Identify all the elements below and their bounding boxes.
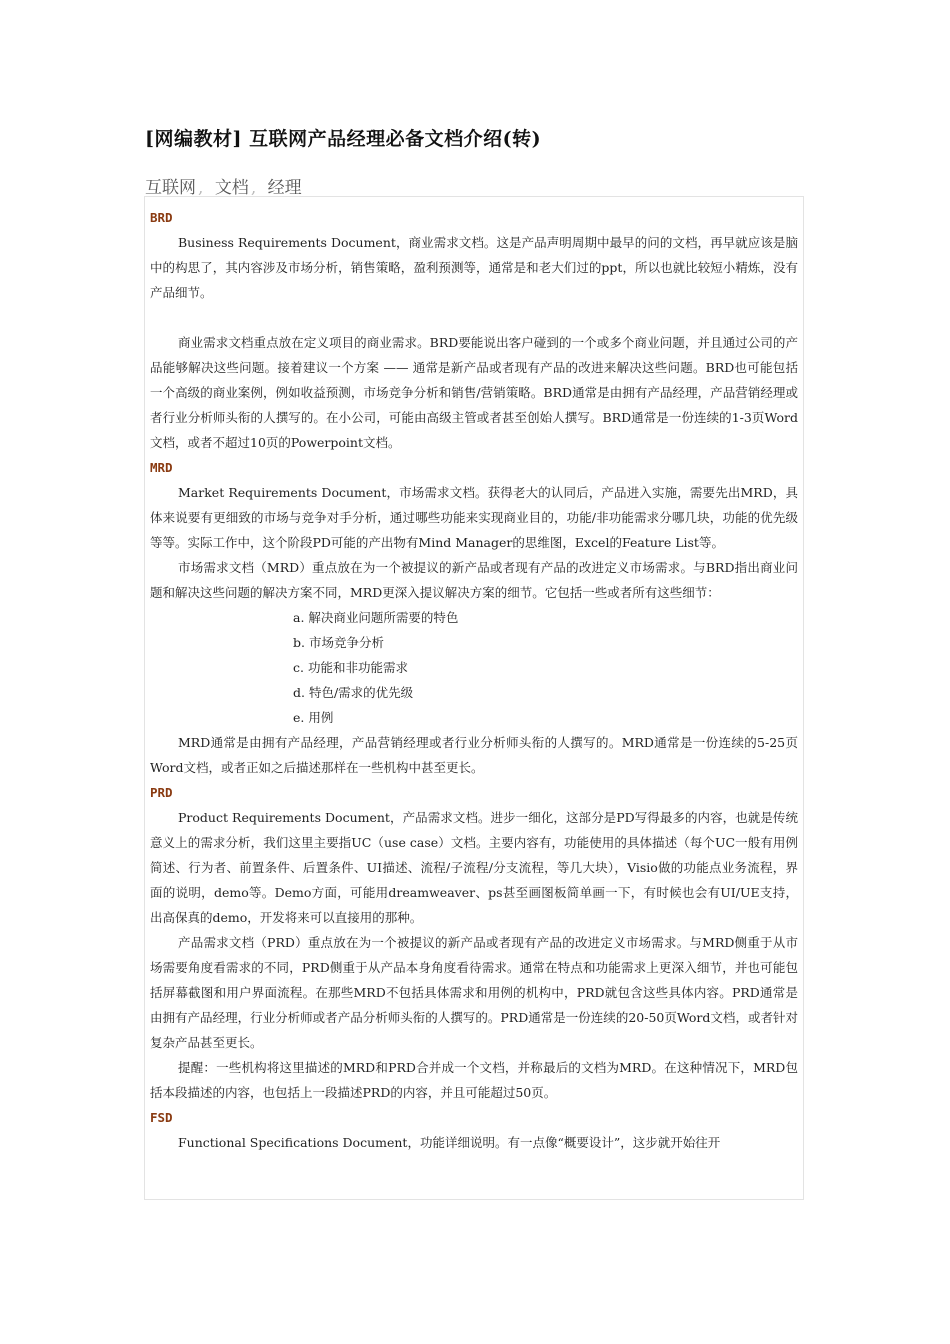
paragraph: Market Requirements Document，市场需求文档。获得老大的认同后，产品进入实施，需要先出MRD，具体来说要有更细致的市场与竞争对手分析，通过哪些功能来实现商业目的，功能/非功能需求分哪几块，功能的优先级等等。实际工作中，这个阶段PD可能的产出物有Mind Manager的思维图，Excel的Feature List等。: [150, 485, 798, 550]
page-title: [网编教材] 互联网产品经理必备文档介绍(转): [145, 128, 542, 150]
tag-list: [145, 173, 302, 198]
tag-link[interactable]: 文档: [214, 178, 249, 198]
section-heading-mrd: MRD: [150, 460, 173, 475]
article-content: [144, 196, 804, 1200]
list-item: e. 用例: [293, 710, 334, 725]
paragraph: MRD通常是由拥有产品经理，产品营销经理或者行业分析师头衔的人撰写的。MRD通常是一份连续的5-25页Word文档，或者正如之后描述那样在一些机构中甚至更长。: [150, 735, 798, 775]
tag-link[interactable]: 互联网: [145, 178, 196, 198]
section-heading-fsd: FSD: [150, 1110, 173, 1125]
tag-separator: ,: [250, 178, 257, 198]
paragraph: 商业需求文档重点放在定义项目的商业需求。BRD要能说出客户碰到的一个或多个商业问题，并且通过公司的产品能够解决这些问题。接着建议一个方案 —— 通常是新产品或者现有产品的改进来解决这些问题。BRD也可能包括一个高级的商业案例，例如收益预测，市场竞争分析和销售/营销策略。BRD通常是由拥有产品经理，产品营销经理或者行业分析师头衔的人撰写的。在小公司，可能由高级主管或者甚至创始人撰写。BRD通常是一份连续的1-3页Word文档，或者不超过10页的Powerpoint文档。: [150, 335, 798, 450]
tag-link[interactable]: 经理: [267, 178, 302, 198]
paragraph: 市场需求文档（MRD）重点放在为一个被提议的新产品或者现有产品的改进定义市场需求。与BRD指出商业问题和解决这些问题的解决方案不同，MRD更深入提议解决方案的细节。它包括一些或者所有这些细节：: [150, 560, 798, 600]
section-heading-prd: PRD: [150, 785, 173, 800]
list-item: b. 市场竞争分析: [293, 635, 384, 650]
paragraph: 产品需求文档（PRD）重点放在为一个被提议的新产品或者现有产品的改进定义市场需求。与MRD侧重于从市场需要角度看需求的不同，PRD侧重于从产品本身角度看待需求。通常在特点和功能需求上更深入细节，并也可能包括屏幕截图和用户界面流程。在那些MRD不包括具体需求和用例的机构中，PRD就包含这些具体内容。PRD通常是由拥有产品经理，行业分析师或者产品分析师头衔的人撰写的。PRD通常是一份连续的20-50页Word文档，或者针对复杂产品甚至更长。: [150, 935, 798, 1050]
section-heading-brd: BRD: [150, 210, 173, 225]
list-item: a. 解决商业问题所需要的特色: [293, 610, 459, 625]
feature-list: [150, 605, 798, 730]
paragraph: Functional Specifications Document，功能详细说明。有一点像“概要设计”，这步就开始往开: [178, 1135, 721, 1150]
paragraph: 提醒：一些机构将这里描述的MRD和PRD合并成一个文档，并称最后的文档为MRD。在这种情况下，MRD包括本段描述的内容，也包括上一段描述PRD的内容，并且可能超过50页。: [150, 1060, 798, 1100]
list-item: c. 功能和非功能需求: [293, 660, 408, 675]
paragraph: Business Requirements Document，商业需求文档。这是产品声明周期中最早的问的文档，再早就应该是脑中的构思了，其内容涉及市场分析，销售策略，盈利预测等，通常是和老大们过的ppt，所以也就比较短小精炼，没有产品细节。: [150, 235, 798, 300]
tag-separator: ,: [198, 178, 204, 198]
list-item: d. 特色/需求的优先级: [293, 685, 414, 700]
blank-line: [150, 305, 798, 330]
paragraph: Product Requirements Document，产品需求文档。进步一细化，这部分是PD写得最多的内容，也就是传统意义上的需求分析，我们这里主要指UC（use case）文档。主要内容有，功能使用的具体描述（每个UC一般有用例简述、行为者、前置条件、后置条件、UI描述、流程/子流程/分支流程，等几大块），Visio做的功能点业务流程，界面的说明，demo等。Demo方面，可能用dreamweaver、ps甚至画图板简单画一下，有时候也会有UI/UE支持，出高保真的demo，开发将来可以直接用的那种。: [150, 810, 798, 925]
